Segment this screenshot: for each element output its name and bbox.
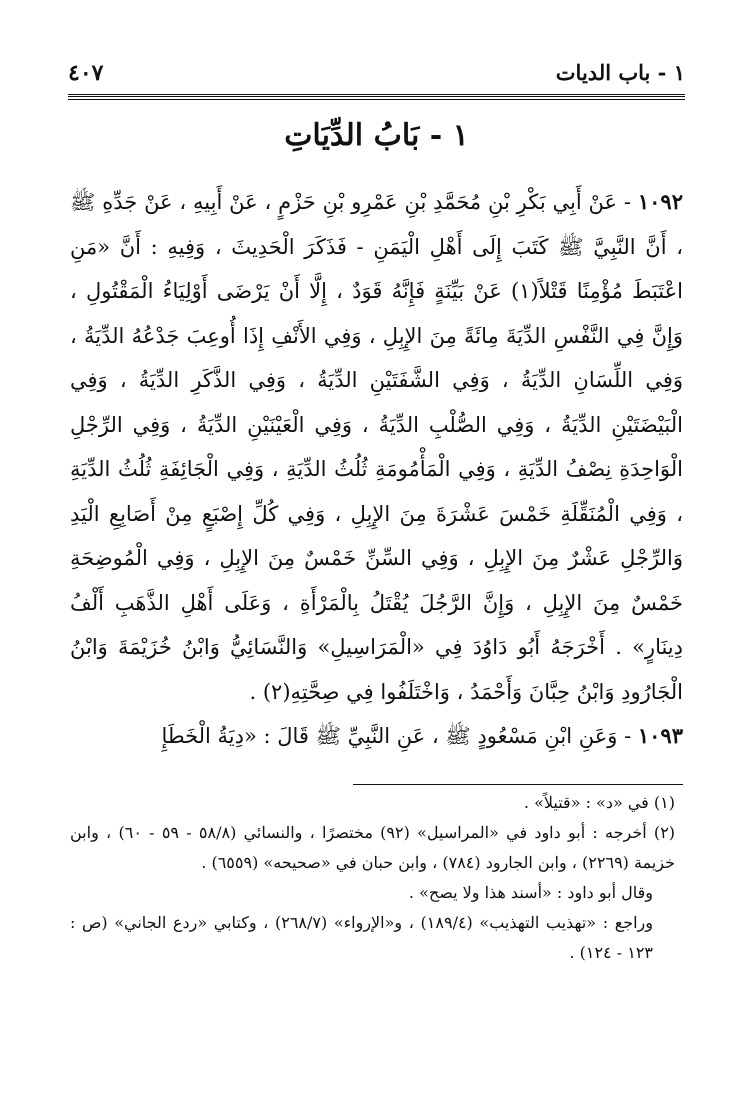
running-header xyxy=(68,58,685,94)
footnotes xyxy=(70,788,675,968)
hadith-paragraph xyxy=(70,180,683,714)
footnote-rule xyxy=(353,784,683,785)
hadith-number: ١٠٩٣ xyxy=(637,723,683,748)
footnote-continuation: وراجع : «تهذيب التهذيب» (١٨٩/٤) ، و«الإرواء» (٢٦٨/٧) ، وكتابي «ردع الجاني» (ص : ١٢٣ - ١٢٤) . xyxy=(70,913,654,962)
footnote-continuation: وقال أبو داود : «أسند هذا ولا يصح» . xyxy=(408,883,653,902)
body-text xyxy=(70,180,683,759)
chapter-title: ١ - بَابُ الدِّيَاتِ xyxy=(284,118,469,153)
page-number: ٤٠٧ xyxy=(68,60,104,86)
hadith-text: - عَنْ أَبِي بَكْرِ بْنِ مُحَمَّدِ بْنِ عَمْرِو بْنِ حَزْمٍ ، عَنْ أَبِيهِ ، عَنْ جَدِّهِ ﷺ ، أَنَّ النَّبِيَّ ﷺ كَتَبَ إِلَى أَهْلِ الْيَمَنِ - فَذَكَرَ الْحَدِيثَ ، وَفِيهِ : أَنَّ «مَنِ اعْتَبَطَ مُؤْمِنًا قَتْلاً(١) عَنْ بَيِّنَةٍ فَإِنَّهُ قَوَدٌ ، إِلَّا أَنْ يَرْضَى أَوْلِيَاءُ الْمَقْتُولِ ، وَإِنَّ فِي النَّفْسِ الدِّيَةَ مِائَةً مِنَ الإِبِلِ ، وَفِي الأَنْفِ إِذَا أُوعِبَ جَدْعُهُ الدِّيَةُ ، وَفِي اللِّسَانِ الدِّيَةُ ، وَفِي الشَّفَتَيْنِ الدِّيَةُ ، وَفِي الذَّكَرِ الدِّيَةُ ، وَفِي الْبَيْضَتَيْنِ الدِّيَةُ ، وَفِي الصُّلْبِ الدِّيَةُ ، وَفِي الْعَيْنَيْنِ الدِّيَةُ ، وَفِي الرِّجْلِ الْوَاحِدَةِ نِصْفُ الدِّيَةِ ، وَفِي الْمَأْمُومَةِ ثُلُثُ الدِّيَةِ ، وَفِي الْجَائِفَةِ ثُلُثُ الدِّيَةِ ، وَفِي الْمُنَقِّلَةِ خَمْسَ عَشْرَةَ مِنَ الإِبِلِ ، وَفِي كُلِّ إِصْبَعٍ مِنْ أَصَابِعِ الْيَدِ وَالرِّجْلِ عَشْرٌ مِنَ الإِبِلِ ، وَفِي السِّنِّ خَمْسٌ مِنَ الإِبِلِ ، وَفِي الْمُوضِحَةِ خَمْسٌ مِنَ الإِبِلِ ، وَإِنَّ الرَّجُلَ يُقْتَلُ بِالْمَرْأَةِ ، وَعَلَى أَهْلِ الذَّهَبِ أَلْفُ دِينَارٍ» . أَخْرَجَهُ أَبُو دَاوُدَ فِي «الْمَرَاسِيلِ» وَالنَّسَائِيُّ وَابْنُ خُزَيْمَةَ وَابْنُ الْجَارُودِ وَابْنُ حِبَّانَ وَأَحْمَدُ ، وَاخْتَلَفُوا فِي صِحَّتِهِ(٢) . xyxy=(70,190,683,704)
hadith-number: ١٠٩٢ xyxy=(637,189,683,214)
footnote: (١) في «د» : «قتيلاً» . xyxy=(523,793,675,812)
footnote: (٢) أخرجه : أبو داود في «المراسيل» (٩٢) مختصرًا ، والنسائي (٥٨/٨ - ٥٩ - ٦٠) ، وابن خزيمة (٢٢٦٩) ، وابن الجارود (٧٨٤) ، وابن حبان في «صحيحه» (٦٥٥٩) . xyxy=(70,823,676,872)
hadith-paragraph xyxy=(70,714,683,759)
header-rule xyxy=(68,94,685,100)
hadith-text: - وَعَنِ ابْنِ مَسْعُودٍ ﷺ ، عَنِ النَّبِيِّ ﷺ قَالَ : «دِيَةُ الْخَطَإِ xyxy=(161,724,638,748)
running-title: ١ - باب الديات xyxy=(555,60,685,85)
